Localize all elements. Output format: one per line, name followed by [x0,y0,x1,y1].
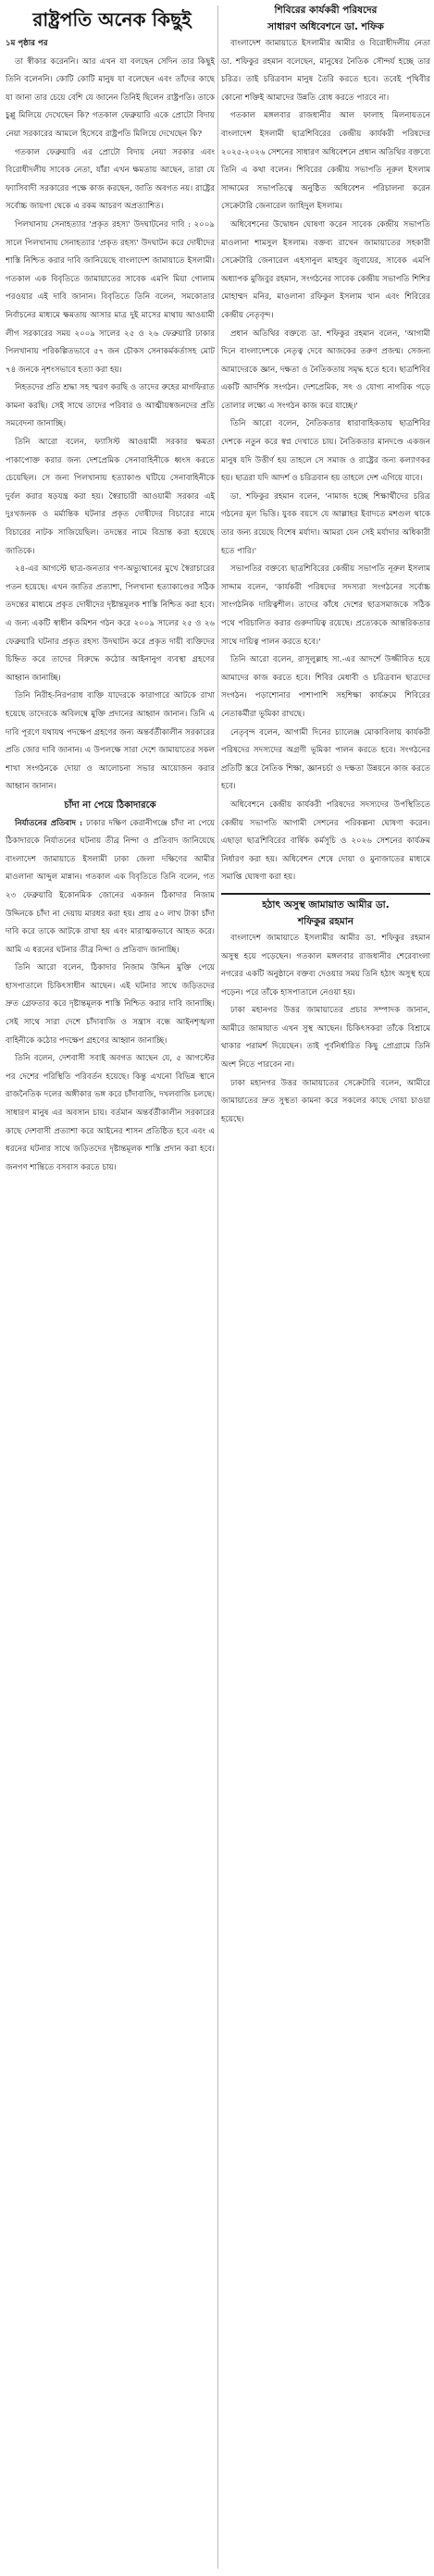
paragraph: সভাপতির বক্তব্যে ছাত্রশিবিরের কেন্দ্রীয় সভাপতি নূরুল ইসলাম সাদ্দাম বলেন, 'কার্যকরী পরিষদের সদস্যরা সংগঠনের সর্বোচ্চ সাংগঠনিক দায়িত্বশীল। তাদের কাঁধে দেশের ছাত্রসমাজকে সঠিক পথে পরিচালিত করার গুরুদায়িত্ব রয়েছে। প্রত্যেককে আন্তরিকতার সাথে দায়িত্ব পালন করতে হবে।' [221,564,430,647]
paragraph: তা স্বীকার করেননি। আর এখন যা বলছেন সেদিন তার কিছুই তিনি বলেননি। কোটি কোটি মানুষ যা বলেছেন এবং তাঁদের কাছে যা জানা তার চেয়ে বেশি যে জানেন তিনিই ছিলেন রাষ্ট্রপতি। তাকে চুপ্পু মিলিয়ে দেখেছেন কি? গতকাল ফেব্রুয়ারি একে প্রোটো বিদায় নেয়া সরকারের আমলে হিসেবে রাষ্ট্রপতি মিলিয়ে দেখেছেন কি? [6,56,215,139]
paragraph-text: ঢাকার দক্ষিণ কেরানীগঞ্জে চাঁদা না পেয়ে ঠিকাদারকে নির্যাতনের ঘটনায় তীব্র নিন্দা ও প্রতিবাদ জানিয়েছে বাংলাদেশ জামায়াতে ইসলামী ঢাকা জেলা দক্ষিণের আমীর মাওলানা আব্দুল মান্নান। গতকাল এক বিবৃতিতে তিনি বলেন, গত ২৩ ফেব্রুয়ারি ইকোনমিক জোনের একজন ঠিকাদার নিজাম উদ্দিনকে চাঁদা না দেয়ায় মারধর করা হয়। প্রায় ৫০ লাখ টাকা চাঁদা দাবি করে তাকে আটকে রাখা হয় এবং মারাত্মকভাবে আহত করে। আমি এ ধরনের ঘটনার তীব্র নিন্দা ও প্রতিবাদ জানাচ্ছি। [6,818,215,955]
paragraph: ঢাকা মহানগর উত্তর জামায়াতের সেক্রেটারি বলেন, আমীরে জামায়াতের দ্রুত সুস্থতা কামনা করে সকলের কাছে দোয়া চাওয়া হয়েছে। [221,1078,430,1124]
paragraph: ২৪-এর আগস্টে ছাত্র-জনতার গণ-অভ্যুত্থানের মুখে স্বৈরাচারের পতন হয়েছে। এখন জাতির প্রত্যাশা, পিলখানা হত্যাকাণ্ডের সঠিক তদন্তের মাধ্যমে প্রকৃত দোষীদের দৃষ্টান্তমূলক শাস্তি নিশ্চিত করা হবে। এ জন্য একটি স্বাধীন কমিশন গঠন করে ২০০৯ সালের ২৫ ও ২৬ ফেব্রুয়ারি ঘটনার প্রকৃত রহস্য উদঘাটন করে প্রকৃত দায়ী ব্যক্তিদের চিহ্নিত করে তাদের বিরুদ্ধে কঠোর আইনানুগ ব্যবস্থা গ্রহণের আহ্বান জানাচ্ছি। [6,564,215,683]
paragraph: গতকাল মঙ্গলবার রাজধানীর আল ফালাহ মিলনায়তনে বাংলাদেশ ইসলামী ছাত্রশিবিরের কেন্দ্রীয় কার্যকরী পরিষদের ২০২৫-২০২৬ সেশনের সাধারণ অধিবেশনে প্রধান অতিথির বক্তব্যে তিনি এ কথা বলেন। শিবিরের কেন্দ্রীয় সভাপতি নূরুল ইসলাম সাদ্দামের সভাপতিত্বে অনুষ্ঠিত অধিবেশন পরিচালনা করেন সেক্রেটারি জেনারেল জাহিদুল ইসলাম। [221,111,430,212]
paragraph: তিনি আরো বলেন, ফ্যাসিস্ট আওয়ামী সরকার ক্ষমতা পাকাপোক্ত করার জন্য দেশপ্রেমিক সেনাবাহিনীকে ধ্বংস করতে চেয়েছিল। সে জন্য পিলখানায় হত্যাকাণ্ড ঘটিয়ে সেনাবাহিনীকে দুর্বল করার ষড়যন্ত্র করা হয়। স্বৈরাচারী আওয়ামী সরকার এই দুঃখজনক ও মর্মান্তিক ঘটনার প্রকৃত দোষীদের বিচারের নামে বিচারের নাটক সাজিয়েছিল। তদন্তের নামে বিভ্রান্ত করা হয়েছে জাতিকে। [6,438,215,556]
left-column [6,35,215,2572]
paragraph: ডা. শফিকুর রহমান বলেন, 'নামাজ হচ্ছে শিক্ষার্থীদের চরিত্র গঠনের মূল ভিত্তি। যুবক বয়সে যে আল্লাহর ইবাদতে মশগুল থাকে তার জন্য রয়েছে বিশেষ মর্যাদা। আমরা যেন সেই মর্যাদার অধিকারী হতে পারি।' [221,491,430,556]
box-headline: শফিকুর রহমান [297,915,354,927]
paragraph: গতকাল ফেব্রুয়ারি এর প্রোটো বিদায় নেয়া সরকার এবং বিরোধীদলীয় সাবেক নেতা, যাঁরা এখন ক্ষমতায় আছেন, তারা যে ফ্যাসিবাদী সরকারের পক্ষে কাজ করছেন, জাতি অবগত নয়। রাষ্ট্রের সর্বোচ্চ জায়গা থেকে এ রকম আচরণ অপ্রত্যাশিত। [6,147,215,212]
headline: রাষ্ট্রপতি অনেক কিছুই [32,8,192,31]
paragraph: পিলখানায় সেনাহত্যার 'প্রকৃত রহস্য' উদঘাটনের দাবি : ২০০৯ সালে পিলখানায় সেনাহত্যার 'প্রকৃত রহস্য' উদঘাটন করে দোষীদের শাস্তি নিশ্চিত করার দাবি জানিয়েছে বাংলাদেশ জামায়াতে ইসলামী। গতকাল এক বিবৃতিতে জামায়াতের সাবেক এমপি মিয়া গোলাম পরওয়ার এই দাবি জানান। বিবৃতিতে তিনি বলেন, সমকোতার নির্বাচনের মাধ্যমে ক্ষমতায় আসার মাত্র দুই মাসের মাথায় আওয়ামী লীগ সরকারের সময় ২০০৯ সালের ২৫ ও ২৬ ফেব্রুয়ারি ঢাকার পিলখানায় পরিকল্পিতভাবে ৫৭ জন চৌকস সেনাকর্মকর্তাসহ মোট ৭৪ জনকে নৃশংসভাবে হত্যা করা হয়। [6,219,215,375]
paragraph: প্রধান অতিথির বক্তব্যে ডা. শফিকুর রহমান বলেন, 'আগামী দিনে বাংলাদেশকে নেতৃত্ব দেবে আজকের তরুণ প্রজন্ম। সেজন্য আমাদেরকে জ্ঞান, দক্ষতা ও নৈতিকতায় সমৃদ্ধ হতে হবে। ছাত্রশিবির একটি আদর্শিক সংগঠন। দেশপ্রেমিক, সৎ ও যোগ্য নাগরিক গড়ে তোলার লক্ষ্যে এ সংগঠন কাজ করে যাচ্ছে।' [221,328,430,411]
article-headline: শিবিরের কার্যকরী পরিষদের [274,5,378,16]
paragraph: নেতৃবৃন্দ বলেন, আগামী দিনের চ্যালেঞ্জ মোকাবিলায় কার্যকরী পরিষদের সদস্যদের অগ্রণী ভূমিকা পালন করতে হবে। সংগঠনের প্রতিটি স্তরে নৈতিক শিক্ষা, জ্ঞানচর্চা ও দক্ষতা উন্নয়নে কাজ করতে হবে। [221,727,430,792]
box-headline: হঠাৎ অসুস্থ জামায়াত আমীর ডা. [262,898,390,910]
paragraph: তিনি আরো বলেন, নৈতিকতার ধারাবাহিকতায় ছাত্রশিবির দেশকে নতুন করে স্বপ্ন দেখাতে চায়। নৈতিকতার মানদণ্ডে একজন মানুষ যদি উত্তীর্ণ হয় তাহলে সে সমাজ ও রাষ্ট্রের জন্য কল্যাণকর হয়। ছাত্ররা যদি আদর্শ ও চরিত্রবান হয় তাহলে দেশ এগিয়ে যাবে। [221,419,430,484]
paragraph: বাংলাদেশ জামায়াতে ইসলামীর আমীর ও বিরোধীদলীয় নেতা ডা. শফিকুর রহমান বলেছেন, মানুষের নৈতিক সৌন্দর্য হচ্ছে তার চরিত্র। তাই চরিত্রবান মানুষ তৈরি করতে হবে। তবেই পৃথিবীর কোনো শক্তিই আমাদের উন্নতি রোধ করতে পারবে না। [221,39,430,103]
continuation-note: ১ম পৃষ্ঠার পর [6,39,48,48]
paragraph: অধিবেশনের উদ্বোধন ঘোষণা করেন সাবেক কেন্দ্রীয় সভাপতি মাওলানা শামসুল ইসলাম। বক্তব্য রাখেন জামায়াতের সহকারী সেক্রেটারি জেনারেল এহসানুল মাহবুব জুবায়ের, সাবেক এমপি অধ্যাপক মুজিবুর রহমান, সংগঠনের সাবেক কেন্দ্রীয় সভাপতি শিশির মোহাম্মদ মনির, মাওলানা রফিকুল ইসলাম খান এবং শিবিরের কেন্দ্রীয় নেতৃবৃন্দ। [221,219,430,320]
paragraph: নিহতদের প্রতি শ্রদ্ধা সহ স্মরণ করছি ও তাদের রুহের মাগফিরাত কামনা করছি। সেই সাথে তাদের পরিবার ও আত্মীয়স্বজনদের প্রতি সমবেদনা জানাচ্ছি। [6,383,215,429]
paragraph: তিনি আরো বলেন, ঠিকাদার নিজাম উদ্দিন মুক্তি পেয়ে হাসপাতালে চিকিৎসাধীন আছেন। এই ঘটনার সাথে জড়িতদের দ্রুত গ্রেফতার করে দৃষ্টান্তমূলক শাস্তি নিশ্চিত করার দাবি জানাচ্ছি। সেই সাথে সারা দেশে চাঁদাবাজি ও সন্ত্রাস বন্ধে আইনশৃঙ্খলা বাহিনীকে কঠোর পদক্ষেপ গ্রহণের আহ্বান জানাচ্ছি। [6,963,215,1046]
right-column [221,2,430,2572]
article-headline: সাধারণ অধিবেশনে ডা. শফিক [267,21,384,32]
section-subheading: চাঁদা না পেয়ে ঠিকাদারকে [64,799,156,811]
paragraph: তিনি নিরীহ-নিরপরাধ ব্যক্তি যাদেরকে কারাগারে আটকে রাখা হয়েছে তাদেরকে অবিলম্বে মুক্তি প্রদানের আহ্বান জানান। তিনি এ দাবি পূরণে যথাযথ পদক্ষেপ গ্রহণের জন্য অন্তর্বর্তীকালীন সরকারের প্রতি জোর দাবি জানান। এ উপলক্ষে সারা দেশে জামায়াতের সকল শাখা সংগঠনকে দোয়া ও আলোচনা সভার আয়োজন করার আহ্বান জানান। [6,691,215,792]
paragraph: ঢাকা মহানগর উত্তর জামায়াতের প্রচার সম্পাদক জানান, আমীরে জামায়াত এখন সুস্থ আছেন। চিকিৎসকরা তাঁকে বিশ্রামে থাকার পরামর্শ দিয়েছেন। তাই পূর্বনির্ধারিত কিছু প্রোগ্রামে তিনি অংশ নিতে পারবেন না। [221,1006,430,1071]
paragraph: অধিবেশনে কেন্দ্রীয় কার্যকরী পরিষদের সদস্যদের উপস্থিতিতে কেন্দ্রীয় সভাপতি আগামী সেশনের পরিকল্পনা ঘোষণা করেন। এছাড়া ছাত্রশিবিরের বার্ষিক কর্মসূচি ও ২০২৬ সেশনের কার্যক্রম নির্ধারণ করা হয়। অধিবেশন শেষে দোয়া ও মুনাজাতের মাধ্যমে সমাপ্তি ঘোষণা করা হয়। [221,799,430,883]
paragraph [6,815,215,960]
paragraph: তিনি বলেন, দেশবাসী সবাই অবগত আছেন যে, ৫ আগস্টের পর দেশের পরিস্থিতি পরিবর্তন হয়েছে। কিন্তু এখনো বিভিন্ন স্থানে রাজনৈতিক দলের অঙ্গীকার ভঙ্গ করে চাঁদাবাজি, দখলবাজি চলছে। সাধারণ মানুষ এর অবসান চায়। বর্তমান অন্তর্বর্তীকালীন সরকারের কাছে দেশবাসী প্রত্যাশা করে আইনের শাসন প্রতিষ্ঠিত হবে এবং এ ধরনের ঘটনার সাথে জড়িতদের দৃষ্টান্তমূলক শাস্তি প্রদান করা হবে। জনগণ শান্তিতে বসবাস করতে চায়। [6,1054,215,1172]
section-lead: নির্যাতনের প্রতিবাদ : [15,818,83,828]
column-divider [217,6,218,2569]
paragraph: বাংলাদেশ জামায়াতে ইসলামীর আমীর ডা. শফিকুর রহমান অসুস্থ হয়ে পড়েছেন। গতকাল মঙ্গলবার রাজধানীর শেরেবাংলা নগরের একটি অনুষ্ঠানে বক্তব্য দেওয়ার সময় তিনি হঠাৎ অসুস্থ হয়ে পড়েন। পরে তাঁকে হাসপাতালে নেওয়া হয়। [221,933,430,997]
paragraph: তিনি আরো বলেন, রাসূলুল্লাহ সা.-এর আদর্শে উজ্জীবিত হয়ে আমাদের কাজ করতে হবে। শিবির মেধাবী ও চরিত্রবান ছাত্রদের সংগঠন। পড়াশোনার পাশাপাশি সহশিক্ষা কার্যক্রমে শিবিরের নেতাকর্মীরা ভূমিকা রাখছে। [221,655,430,719]
news-box [221,893,430,1130]
